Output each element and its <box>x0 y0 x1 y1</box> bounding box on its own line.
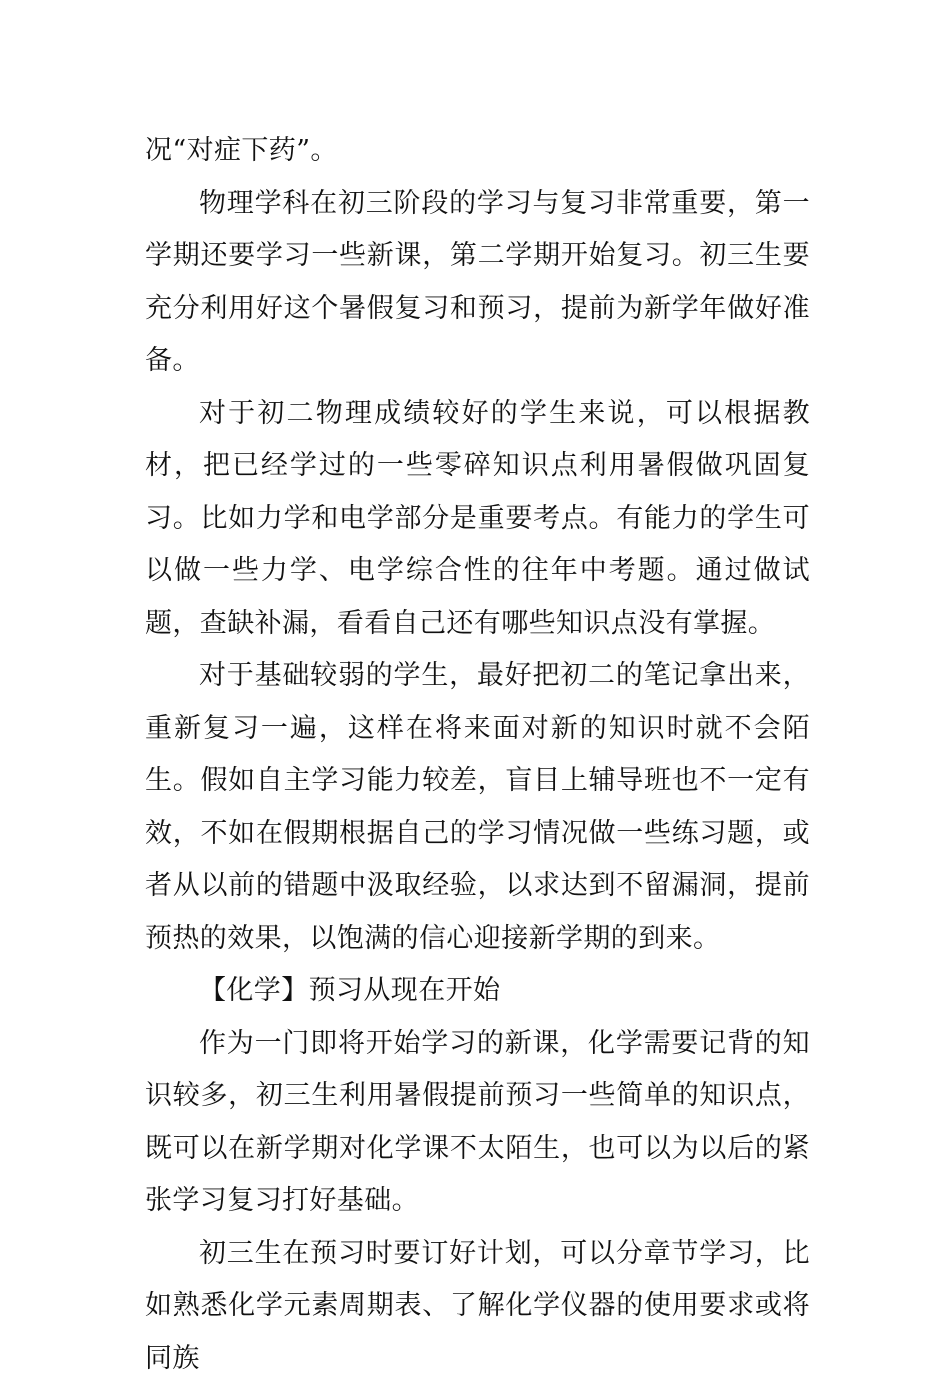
paragraph-chemistry-plan: 初三生在预习时要订好计划，可以分章节学习，比如熟悉化学元素周期表、了解化学仪器的使用要求或将同族 <box>145 1228 810 1385</box>
paragraph-continuation: 况“对症下药”。 <box>145 125 810 178</box>
section-heading-chemistry: 【化学】预习从现在开始 <box>145 965 810 1018</box>
document-page <box>145 125 810 1385</box>
paragraph-strong-students: 对于初二物理成绩较好的学生来说，可以根据教材，把已经学过的一些零碎知识点利用暑假做巩固复习。比如力学和电学部分是重要考点。有能力的学生可以做一些力学、电学综合性的往年中考题。通过做试题，查缺补漏，看看自己还有哪些知识点没有掌握。 <box>145 388 810 651</box>
paragraph-chemistry-preview: 作为一门即将开始学习的新课，化学需要记背的知识较多，初三生利用暑假提前预习一些简单的知识点，既可以在新学期对化学课不太陌生，也可以为以后的紧张学习复习打好基础。 <box>145 1018 810 1228</box>
paragraph-physics-importance: 物理学科在初三阶段的学习与复习非常重要，第一学期还要学习一些新课，第二学期开始复习。初三生要充分利用好这个暑假复习和预习，提前为新学年做好准备。 <box>145 178 810 388</box>
paragraph-weak-students: 对于基础较弱的学生，最好把初二的笔记拿出来，重新复习一遍，这样在将来面对新的知识时就不会陌生。假如自主学习能力较差，盲目上辅导班也不一定有效，不如在假期根据自己的学习情况做一些练习题，或者从以前的错题中汲取经验，以求达到不留漏洞，提前预热的效果，以饱满的信心迎接新学期的到来。 <box>145 650 810 965</box>
